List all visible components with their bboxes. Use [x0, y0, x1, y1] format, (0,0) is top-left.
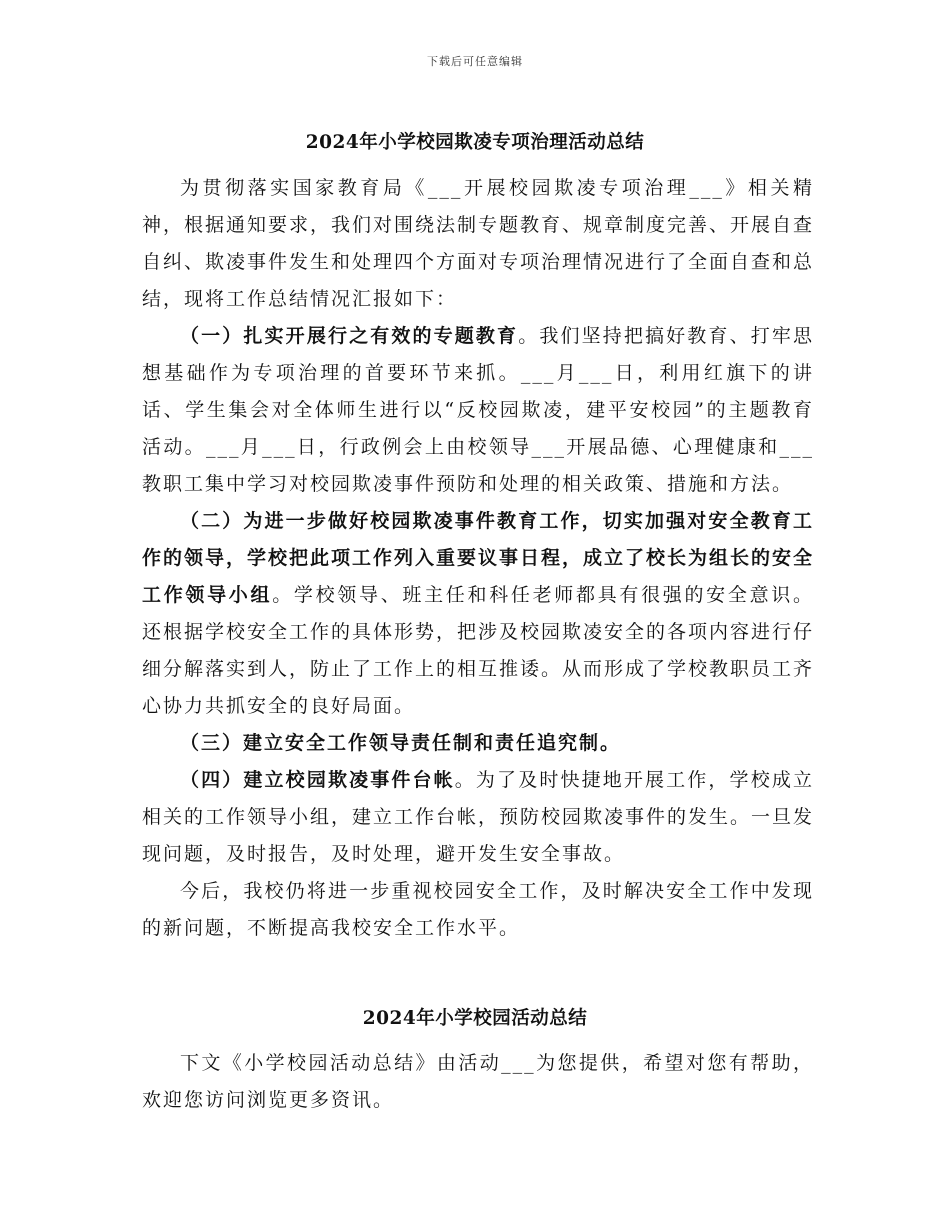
document-title: 2024年小学校园欺凌专项治理活动总结 — [305, 132, 645, 153]
second-intro-paragraph: 下文《小学校园活动总结》由活动___为您提供，希望对您有帮助，欢迎您访问浏览更多资讯。 — [142, 1052, 814, 1111]
second-document-title: 2024年小学校园活动总结 — [362, 1008, 588, 1029]
section-4-heading: （四）建立校园欺凌事件台帐 — [180, 769, 455, 791]
page-header-note: 下载后可任意编辑 — [427, 55, 523, 68]
second-document-body — [142, 1045, 814, 1119]
section-2-heading: （二）为进一步做好校园欺凌事件教育工作，切实加强对安全教育工作的领导，学校把此项工作列入重要议事日程，成立了校长为组长的安全工作领导小组 — [142, 510, 815, 606]
closing-paragraph: 今后，我校仍将进一步重视校园安全工作，及时解决安全工作中发现的新问题，不断提高我校安全工作水平。 — [142, 880, 814, 939]
section-4-text: 。为了及时快捷地开展工作，学校成立相关的工作领导小组，建立工作台帐，预防校园欺凌事件的发生。一旦发现问题，及时报告，及时处理，避开发生安全事故。 — [142, 769, 815, 865]
section-3-paragraph — [142, 725, 814, 762]
section-2-text: 。学校领导、班主任和科任老师都具有很强的安全意识。还根据学校安全工作的具体形势，把涉及校园欺凌安全的各项内容进行仔细分解落实到人，防止了工作上的相互推诿。从而形成了学校教职员工齐心协力共抓安全的良好局面。 — [142, 584, 815, 717]
intro-paragraph: 为贯彻落实国家教育局《___开展校园欺凌专项治理___》相关精神，根据通知要求，我们对围绕法制专题教育、规章制度完善、开展自查自纠、欺凌事件发生和处理四个方面对专项治理情况进行了全面自查和总结，现将工作总结情况汇报如下： — [142, 177, 815, 310]
document-body — [142, 170, 814, 947]
section-3-heading: （三）建立安全工作领导责任制和责任追究制。 — [180, 732, 622, 754]
section-1-text: 。我们坚持把搞好教育、打牢思想基础作为专项治理的首要环节来抓。___月___日，利用红旗下的讲话、学生集会对全体师生进行以“反校园欺凌，建平安校园”的主题教育活动。___月___日，行政例会上由校领导___开展品德、心理健康和___教职工集中学习对校园欺凌事件预防和处理的相关政策、措施和方法。 — [142, 325, 814, 495]
section-4-paragraph — [142, 762, 814, 873]
section-1-paragraph — [142, 318, 814, 503]
section-2-paragraph — [142, 503, 814, 725]
section-1-heading: （一）扎实开展行之有效的专题教育 — [180, 325, 519, 347]
